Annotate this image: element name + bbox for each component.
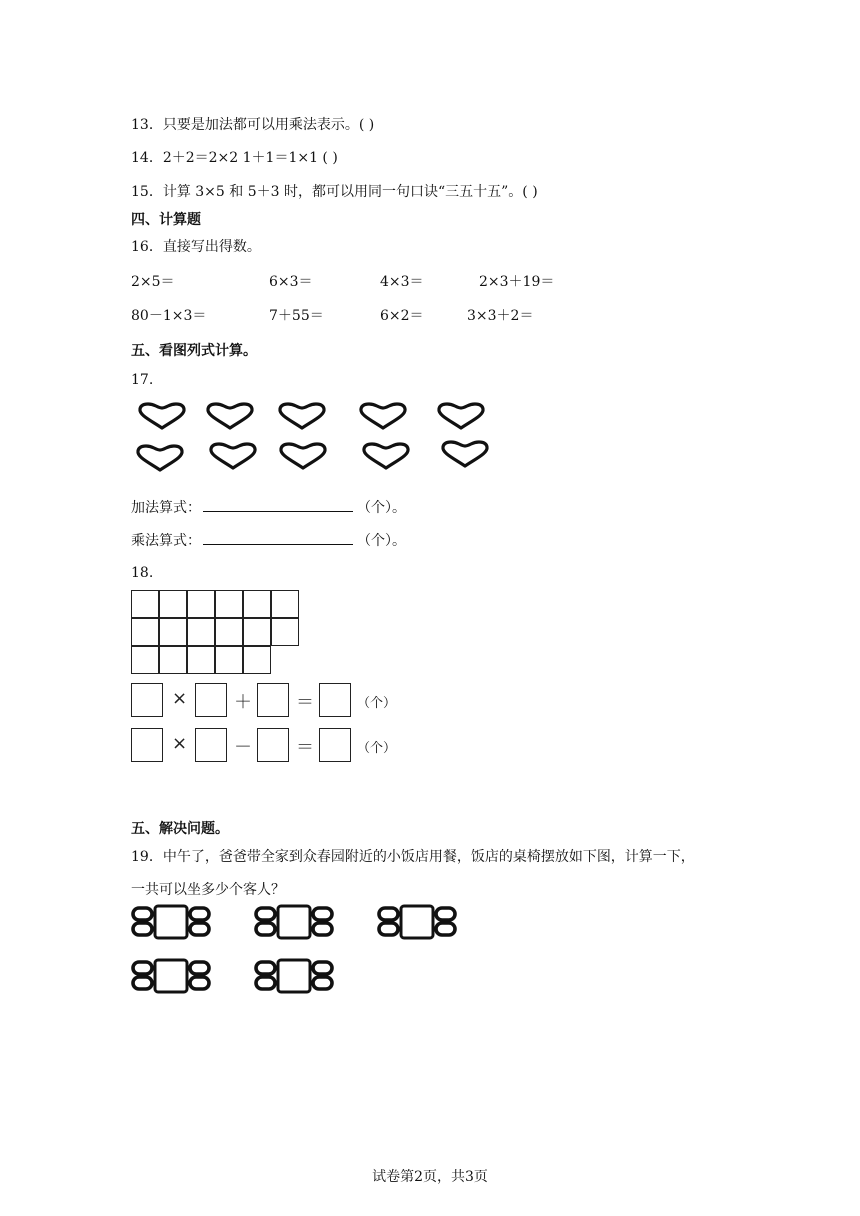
heart-icon [364, 444, 408, 468]
grid-cell [187, 646, 215, 674]
question-13: 13．只要是加法都可以用乘法表示。( ) [131, 117, 375, 133]
question-15: 15．计算 3×5 和 5＋3 时，都可以用同一句口诀“三五十五”。( ) [131, 184, 538, 200]
addition-formula-line [131, 497, 406, 517]
heart-icon [361, 404, 405, 428]
grid-cell [131, 618, 159, 646]
heart-icon [280, 404, 324, 428]
addition-label: 加法算式： [131, 500, 201, 516]
answer-box[interactable] [257, 728, 289, 762]
grid-cell [243, 590, 271, 618]
section-4-title: 四、计算题 [131, 212, 201, 228]
heart-row-1 [140, 404, 483, 428]
question-18: 18. [131, 565, 154, 581]
question-19-line-1: 19．中午了，爸爸带全家到众春园附近的小饭店用餐，饭店的桌椅摆放如下图，计算一下， [131, 849, 695, 865]
calc-item: 2×3＋19＝ [479, 274, 555, 290]
tables-figure [128, 900, 473, 1000]
unit-label: （个） [357, 696, 397, 711]
heart-icon [208, 404, 252, 428]
calc-item: 4×3＝ [380, 274, 424, 290]
addition-answer-blank[interactable] [203, 497, 353, 512]
grid-cell [159, 590, 187, 618]
multiplication-answer-blank[interactable] [203, 530, 353, 545]
unit-label: （个） [357, 741, 397, 756]
table-with-chairs-icon [379, 906, 455, 938]
multiplication-formula-line [131, 530, 406, 550]
hearts-figure [128, 398, 498, 480]
question-16: 16．直接写出得数。 [131, 239, 261, 255]
grid-cell [131, 590, 159, 618]
section-5-title: 五、看图列式计算。 [131, 343, 257, 359]
grid-cell [243, 646, 271, 674]
calc-item: 6×2＝ [380, 308, 424, 324]
table-with-chairs-icon [133, 960, 209, 992]
question-19-line-2: 一共可以坐多少个客人？ [131, 882, 285, 898]
answer-box[interactable] [257, 683, 289, 717]
table-with-chairs-icon [256, 906, 332, 938]
equals-sign: ＝ [296, 737, 314, 758]
table-with-chairs-icon [133, 906, 209, 938]
minus-sign: － [234, 737, 252, 758]
section-5b-title: 五、解决问题。 [131, 821, 229, 837]
answer-box[interactable] [319, 728, 351, 762]
question-17: 17. [131, 372, 154, 388]
grid-cell [215, 590, 243, 618]
answer-box[interactable] [319, 683, 351, 717]
calc-item: 6×3＝ [269, 274, 313, 290]
times-sign: × [172, 688, 188, 709]
calc-item: 3×3＋2＝ [467, 308, 534, 324]
grid-cell [215, 646, 243, 674]
grid-cell [159, 618, 187, 646]
answer-box[interactable] [195, 683, 227, 717]
calc-item: 80－1×3＝ [131, 308, 207, 324]
grid-cell [271, 590, 299, 618]
calc-item: 2×5＝ [131, 274, 175, 290]
grid-cell [187, 590, 215, 618]
heart-icon [211, 444, 255, 468]
heart-icon [439, 404, 483, 428]
unit-label: （个）。 [357, 533, 406, 549]
answer-box[interactable] [195, 728, 227, 762]
calc-item: 7＋55＝ [269, 308, 324, 324]
heart-row-2 [138, 442, 487, 470]
grid-cell [271, 618, 299, 646]
heart-icon [138, 446, 182, 470]
heart-icon [443, 442, 487, 466]
answer-box[interactable] [131, 728, 163, 762]
heart-icon [140, 404, 184, 428]
answer-box[interactable] [131, 683, 163, 717]
table-with-chairs-icon [256, 960, 332, 992]
grid-cell [159, 646, 187, 674]
multiplication-label: 乘法算式： [131, 533, 201, 549]
heart-icon [281, 444, 325, 468]
grid-cell [131, 646, 159, 674]
grid-cell [215, 618, 243, 646]
plus-sign: ＋ [234, 692, 252, 713]
page-footer: 试卷第2页，共3页 [372, 1169, 488, 1185]
equals-sign: ＝ [296, 692, 314, 713]
grid-cell [243, 618, 271, 646]
times-sign: × [172, 733, 188, 754]
grid-cell [187, 618, 215, 646]
question-14: 14．2＋2＝2×2 1＋1＝1×1 ( ) [131, 150, 338, 166]
unit-label: （个）。 [357, 500, 406, 516]
